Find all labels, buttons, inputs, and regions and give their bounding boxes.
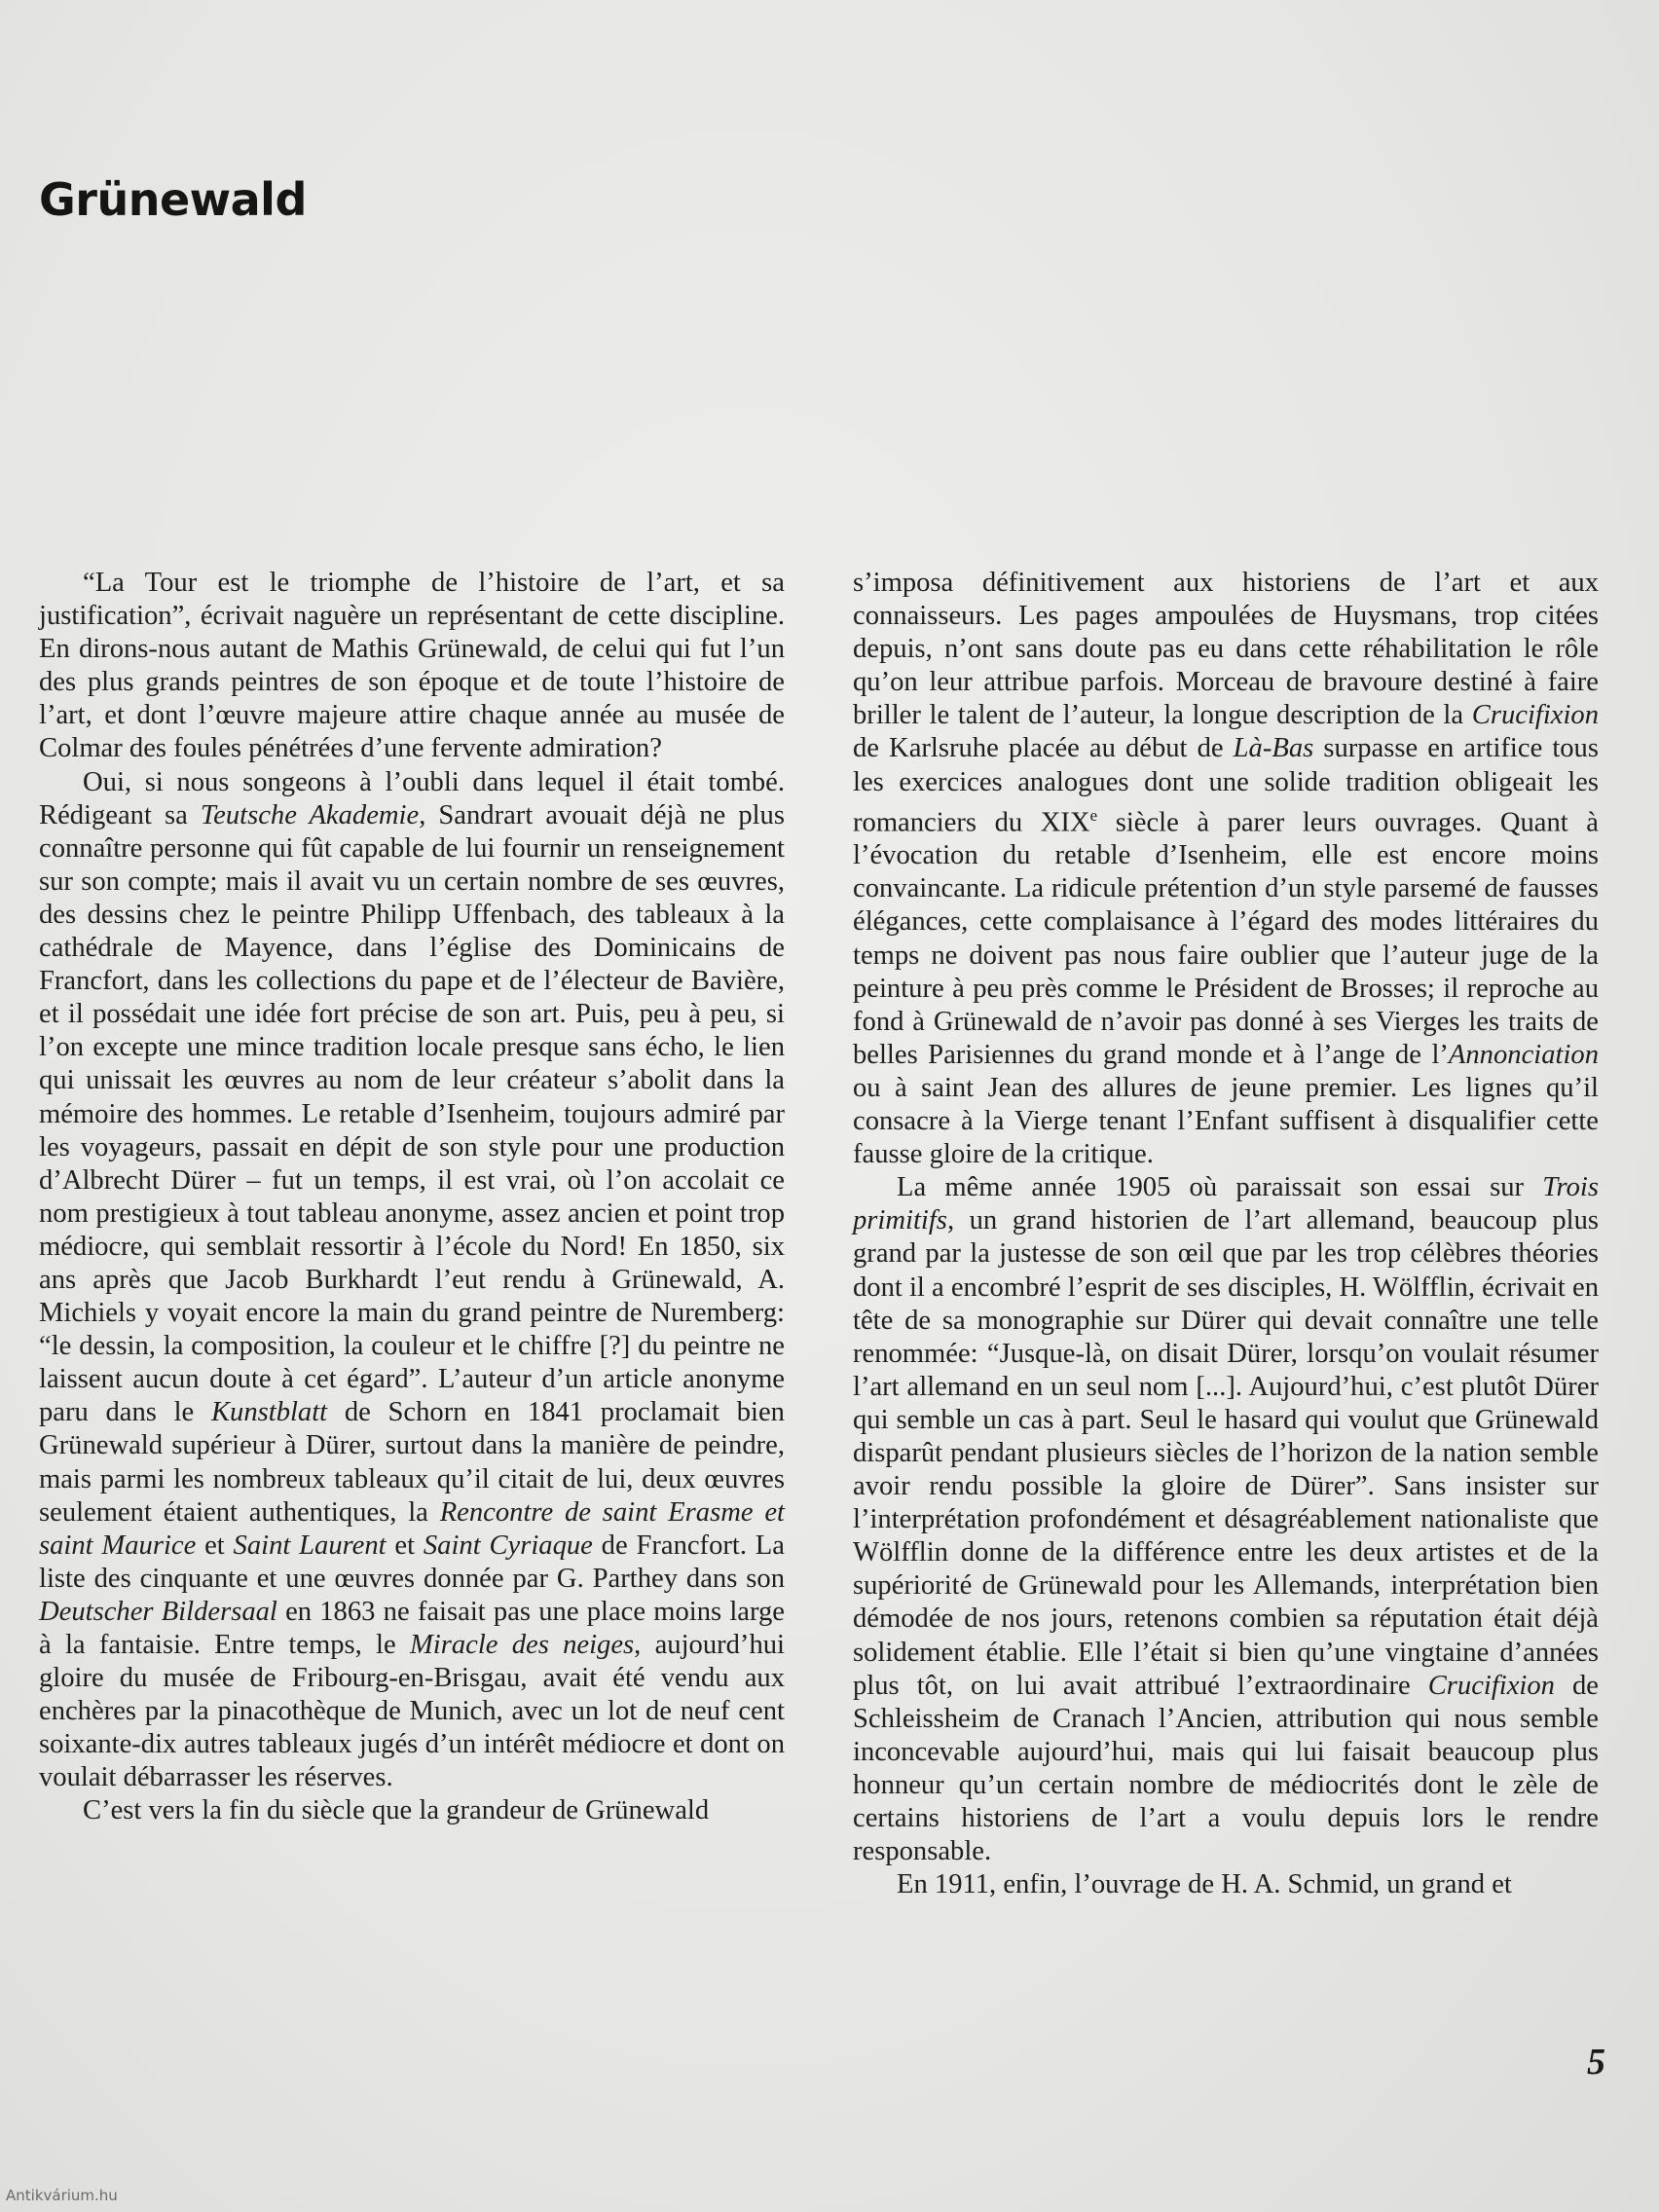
page-title: Grünewald xyxy=(39,173,307,226)
superscript: e xyxy=(1089,805,1098,825)
watermark: Antikvárium.hu xyxy=(6,2187,118,2204)
italic-title: Crucifixion xyxy=(1427,1670,1555,1701)
italic-title: Crucifixion xyxy=(1471,700,1599,731)
italic-title: Trois primitifs xyxy=(853,1172,1599,1236)
italic-title: Là-Bas xyxy=(1233,733,1314,764)
italic-title: Saint Laurent xyxy=(233,1530,387,1561)
italic-title: Miracle des neiges xyxy=(409,1630,635,1660)
right-text-column xyxy=(853,567,1599,1901)
page-number: 5 xyxy=(1587,2042,1605,2083)
italic-title: Saint Cyriaque xyxy=(423,1530,593,1561)
italic-title: Rencontre de saint Erasme et saint Maurice xyxy=(39,1496,785,1561)
paragraph: Oui, si nous songeons à l’oubli dans lequel il était tombé. Rédigeant sa Teutsche Akademie, Sandrart avouait déjà ne plus connaître personne qui fût capable de lui fournir un renseignement sur son compte; mais il avait vu un certain nombre de ses œuvres, des dessins chez le peintre Philipp Uffenbach, des tableaux à la cathédrale de Mayence, dans l’église des Dominicains de Francfort, dans les collections du pape et de l’électeur de Bavière, et il possédait une idée fort précise de son art. Puis, peu à peu, si l’on excepte une mince tradition locale presque sans écho, le lien qui unissait les œuvres au nom de leur créateur s’abolit dans la mémoire des hommes. Le retable d’Isenheim, toujours admiré par les voyageurs, passait en dépit de son style pour une production d’Albrecht Dürer – fut un temps, il est vrai, où l’on accolait ce nom prestigieux à tout tableau anonyme, assez ancien et point trop médiocre, qui semblait ressortir à l’école du Nord! En 1850, six ans après que Jacob Burkhardt l’eut rendu à Grünewald, A. Michiels y voyait encore la main du grand peintre de Nuremberg: “le dessin, la composition, la couleur et le chiffre [?] du peintre ne laissent aucun doute à cet égard”. L’auteur d’un article anonyme paru dans le Kunstblatt de Schorn en 1841 proclamait bien Grünewald supérieur à Dürer, surtout dans la manière de peindre, mais parmi les nombreux tableaux qu’il citait de lui, deux œuvres seulement étaient authentiques, la Rencontre de saint Erasme et saint Maurice et Saint Laurent et Saint Cyriaque de Francfort. La liste des cinquante et une œuvres donnée par G. Parthey dans son Deutscher Bildersaal en 1863 ne faisait pas une place moins large à la fantaisie. Entre temps, le Miracle des neiges, aujourd’hui gloire du musée de Fribourg-en-Brisgau, avait été vendu aux enchères par la pinacothèque de Munich, avec un lot de neuf cent soixante-dix autres tableaux jugés d’un intérêt médiocre et dont on voulait débarrasser les réserves. xyxy=(39,766,785,1793)
paragraph: s’imposa définitivement aux historiens de l’art et aux connaisseurs. Les pages ampoulées de Huysmans, trop citées depuis, n’ont sans doute pas eu dans cette réhabilitation le rôle qu’on leur attribue parfois. Morceau de bravoure destiné à faire briller le talent de l’auteur, la longue description de la Crucifixion de Karlsruhe placée au début de Là-Bas surpasse en artifice tous les exercices analogues dont une solide tradition obligeait les romanciers du XIXe siècle à parer leurs ouvrages. Quant à l’évocation du retable d’Isenheim, elle est encore moins convaincante. La ridicule prétention d’un style parsemé de fausses élégances, cette complaisance à l’égard des modes littéraires du temps ne doivent pas nous faire oublier que l’auteur juge de la peinture à peu près comme le Président de Brosses; il reproche au fond à Grünewald de n’avoir pas donné à ses Vierges les traits de belles Parisiennes du grand monde et à l’ange de l’Annonciation ou à saint Jean des allures de jeune premier. Les lignes qu’il consacre à la Vierge tenant l’Enfant suffisent à disqualifier cette fausse gloire de la critique. xyxy=(853,568,1599,1170)
paragraph: C’est vers la fin du siècle que la grandeur de Grünewald xyxy=(83,1795,710,1826)
paragraph: La même année 1905 où paraissait son essai sur Trois primitifs, un grand historien de l’art allemand, beaucoup plus grand par la justesse de son œil que par les trop célèbres théories dont il a encombré l’esprit de ses disciples, H. Wölfflin, écrivait en tête de sa monographie sur Dürer qui devait connaître une telle renommée: “Jusque-là, on disait Dürer, lorsqu’on voulait résumer l’art allemand en un seul nom [...]. Aujourd’hui, c’est plutôt Dürer qui semble un cas à part. Seul le hasard qui voulut que Grünewald disparût pendant plusieurs siècles de l’horizon de la nation semble avoir rendu possible la gloire de Dürer”. Sans insister sur l’interprétation profondément et désagréablement nationaliste que Wölfflin donne de la différence entre les deux artistes et de la supériorité de Grünewald pour les Allemands, interprétation bien démodée de nos jours, retenons combien sa réputation était déjà solidement établie. Elle l’était si bien qu’une vingtaine d’années plus tôt, on lui avait attribué l’extraordinaire Crucifixion de Schleissheim de Cranach l’Ancien, attribution qui nous semble inconcevable aujourd’hui, mais qui lui faisait beaucoup plus honneur qu’un certain nombre de médiocrités dont le zèle de certains historiens de l’art a voulu depuis lors le rendre responsable. xyxy=(853,1172,1599,1867)
left-text-column xyxy=(39,567,785,1828)
italic-title: Kunstblatt xyxy=(210,1397,328,1428)
italic-title: Deutscher Bildersaal xyxy=(39,1596,277,1627)
italic-title: Teutsche Akademie xyxy=(200,799,420,830)
italic-title: Annonciation xyxy=(1448,1039,1599,1070)
paragraph: En 1911, enfin, l’ouvrage de H. A. Schmid, un grand et xyxy=(897,1869,1512,1900)
paragraph: “La Tour est le triomphe de l’histoire de l’art, et sa justification”, écrivait naguère un représentant de cette discipline. En dirons-nous autant de Mathis Grünewald, de celui qui fut l’un des plus grands peintres de son époque et de toute l’histoire de l’art, et dont l’œuvre majeure attire chaque année au musée de Colmar des foules pénétrées d’une fervente admiration? xyxy=(39,568,785,764)
